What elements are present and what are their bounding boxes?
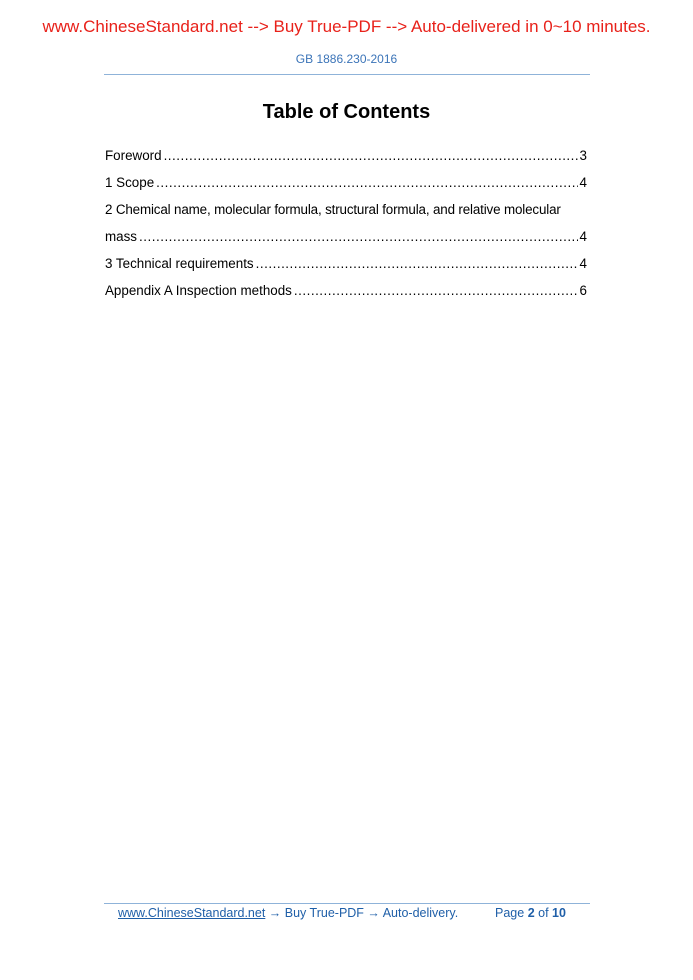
toc-entry-technical-requirements[interactable]: [105, 250, 587, 277]
toc-entry-page: 4: [579, 175, 587, 190]
toc-entry-label: 2 Chemical name, molecular formula, structural formula, and relative molecular: [105, 202, 561, 217]
toc-entry-page: 4: [579, 256, 587, 271]
dot-leader: [294, 277, 578, 304]
document-code: GB 1886.230-2016: [295, 52, 398, 66]
toc-entry-label: 3 Technical requirements: [105, 256, 254, 271]
page-total: 10: [552, 906, 566, 920]
page-current: 2: [527, 906, 535, 920]
header-divider: [104, 74, 590, 75]
toc-entry-label: Foreword: [105, 148, 162, 163]
footer-divider: [104, 903, 590, 904]
toc-entry-page: 4: [579, 229, 587, 244]
dot-leader: [156, 169, 577, 196]
page-indicator: [495, 906, 566, 920]
dot-leader: [139, 223, 578, 250]
footer-link[interactable]: www.ChineseStandard.net: [118, 906, 266, 920]
toc-title: Table of Contents: [262, 101, 431, 123]
toc-entry-page: 3: [579, 148, 587, 163]
toc-entry-label: mass: [105, 229, 137, 244]
top-banner[interactable]: www.ChineseStandard.net --> Buy True-PDF --> Auto-delivered in 0~10 minutes.: [42, 17, 651, 36]
footer-tagline: → Buy True-PDF → Auto-delivery.: [265, 906, 459, 920]
dot-leader: [256, 250, 578, 277]
toc-entry-scope[interactable]: [105, 169, 587, 196]
toc-entry-chemical-name-line1[interactable]: [105, 196, 587, 223]
toc-entry-foreword[interactable]: [105, 142, 587, 169]
toc-entry-page: 6: [579, 283, 587, 298]
toc-entry-label: 1 Scope: [105, 175, 155, 190]
toc-entry-appendix-a[interactable]: [105, 277, 587, 304]
page-of: of: [538, 906, 549, 920]
toc-entry-chemical-name-line2[interactable]: [105, 223, 587, 250]
table-of-contents: [105, 142, 587, 304]
footer: [118, 906, 588, 920]
page-label: Page: [495, 906, 525, 920]
dot-leader: [164, 142, 578, 169]
toc-entry-label: Appendix A Inspection methods: [105, 283, 292, 298]
